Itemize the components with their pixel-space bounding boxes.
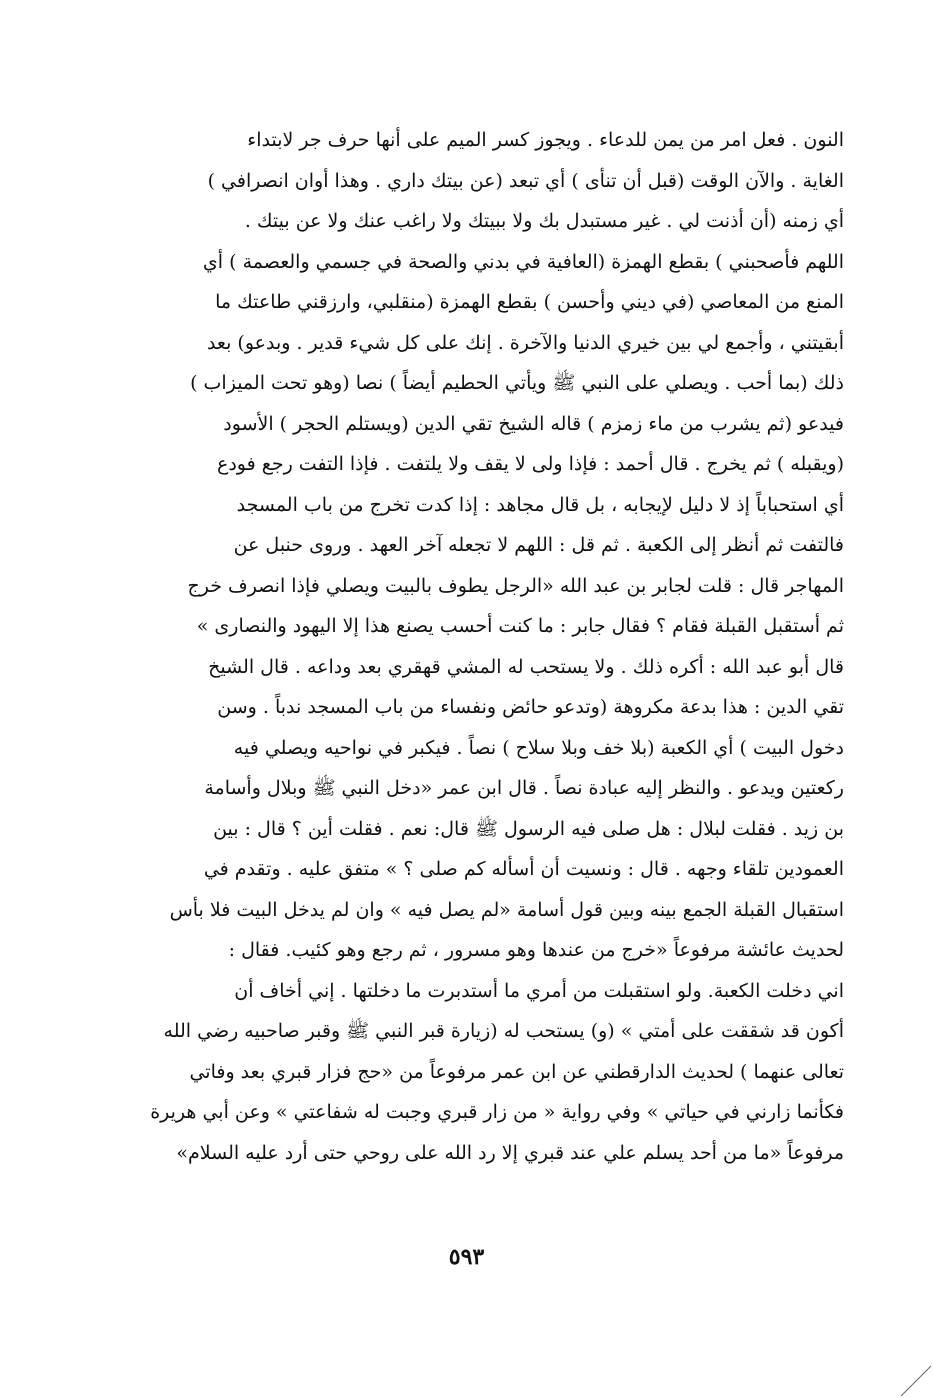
text-line: اللهم فأصحبني ) بقطع الهمزة (العافية في بدني والصحة في جسمي والعصمة ) أي: [202, 250, 844, 273]
text-line: تقي الدين : هذا بدعة مكروهة (وتدعو حائض ونفساء من باب المسجد ندباً . وسن: [217, 696, 844, 718]
text-line: ذلك (بما أحب . ويصلي على النبي ﷺ ويأتي الحطيم أيضاً ) نصا (وهو تحت الميزاب ): [190, 372, 844, 394]
text-line: قال أبو عبد الله : أكره ذلك . ولا يستحب له المشي قهقري بعد وداعه . قال الشيخ: [208, 655, 844, 678]
text-line: ركعتين ويدعو . والنظر إليه عبادة نصاً . قال ابن عمر «دخل النبي ﷺ وبلال وأسامة: [204, 777, 844, 799]
text-line: العمودين تلقاء وجهه . قال : ونسيت أن أسأله كم صلى ؟ » متفق عليه . وتقدم في: [203, 858, 844, 880]
text-line: فيدعو (ثم يشرب من ماء زمزم ) قاله الشيخ تقي الدين (ويستلم الحجر ) الأسود: [223, 412, 844, 435]
text-line: (ويقبله ) ثم يخرج . قال أحمد : فإذا ولى لا يقف ولا يلتفت . فإذا التفت رجع فودع: [216, 453, 844, 475]
page-number: ٥٩٣: [448, 1244, 485, 1270]
scan-corner-mark: [893, 1358, 933, 1398]
text-line: مرفوعاً «ما من أحد يسلم علي عند قبري إلا رد الله على روحي حتى أرد عليه السلام»: [176, 1141, 844, 1164]
text-line: فالتفت ثم أنظر إلى الكعبة . ثم قل : اللهم لا تجعله آخر العهد . وروى حنبل عن: [233, 534, 844, 556]
text-line: أي زمنه (أن أذنت لي . غير مستبدل بك ولا ببيتك ولا راغب عنك ولا عن بيتك .: [244, 210, 844, 232]
text-line: بن زيد . فقلت لبلال : هل صلى فيه الرسول ﷺ قال: نعم . فقلت أين ؟ قال : بين: [213, 817, 844, 840]
text-line: الغاية . والآن الوقت (قبل أن تنأى ) أي تبعد (عن بيتك داري . وهذا أوان انصرافي ): [207, 169, 844, 192]
text-line: النون . فعل امر من يمن للدعاء . ويجوز كسر الميم على أنها حرف جر لابتداء: [247, 129, 844, 151]
text-line: ثم أستقبل القبلة فقام ؟ فقال جابر : ما كنت أحسب يصنع هذا إلا اليهود والنصارى »: [196, 615, 844, 637]
text-line: استقبال القبلة الجمع بينه وبين قول أسامة «لم يصل فيه » وان لم يدخل البيت فلا بأس: [169, 898, 844, 921]
text-line: تعالى عنهما ) لحديث الدارقطني عن ابن عمر مرفوعاً من «حج فزار قبري بعد وفاتي: [189, 1060, 844, 1083]
text-line: أبقيتني ، وأجمع لي بين خيري الدنيا والآخرة . إنك على كل شيء قدير . وبدعو) بعد: [206, 331, 844, 354]
text-line: لحديث عائشة مرفوعاً «خرج من عندها وهو مسرور ، ثم رجع وهو كئيب. فقال :: [228, 939, 844, 961]
text-line: المنع من المعاصي (في ديني وأحسن ) بقطع الهمزة (منقلبي، وارزقني طاعتك ما: [215, 291, 844, 313]
text-line: المهاجر قال : قلت لجابر بن عبد الله «الرجل يطوف بالبيت ويصلي فإذا انصرف خرج: [187, 574, 844, 597]
text-line: فكأنما زارني في حياتي » وفي رواية « من زار قبري وجبت له شفاعتي » وعن أبي هريرة: [150, 1101, 844, 1123]
body-text: [132, 120, 844, 1173]
text-line: أكون قد شققت على أمتي » (و) يستحب له (زيارة قبر النبي ﷺ وقبر صاحبيه رضي الله: [163, 1020, 844, 1042]
text-line: أي استحباباً إذ لا دليل لإيجابه ، بل قال مجاهد : إذا كدت تخرج من باب المسجد: [236, 493, 844, 516]
text-line: دخول البيت ) أي الكعبة (بلا خف وبلا سلاح ) نصاً . فيكبر في نواحيه ويصلي فيه: [233, 736, 844, 759]
text-line: اني دخلت الكعبة. ولو استقبلت من أمري ما أستدبرت ما دخلتها . إني أخاف أن: [234, 979, 844, 1002]
